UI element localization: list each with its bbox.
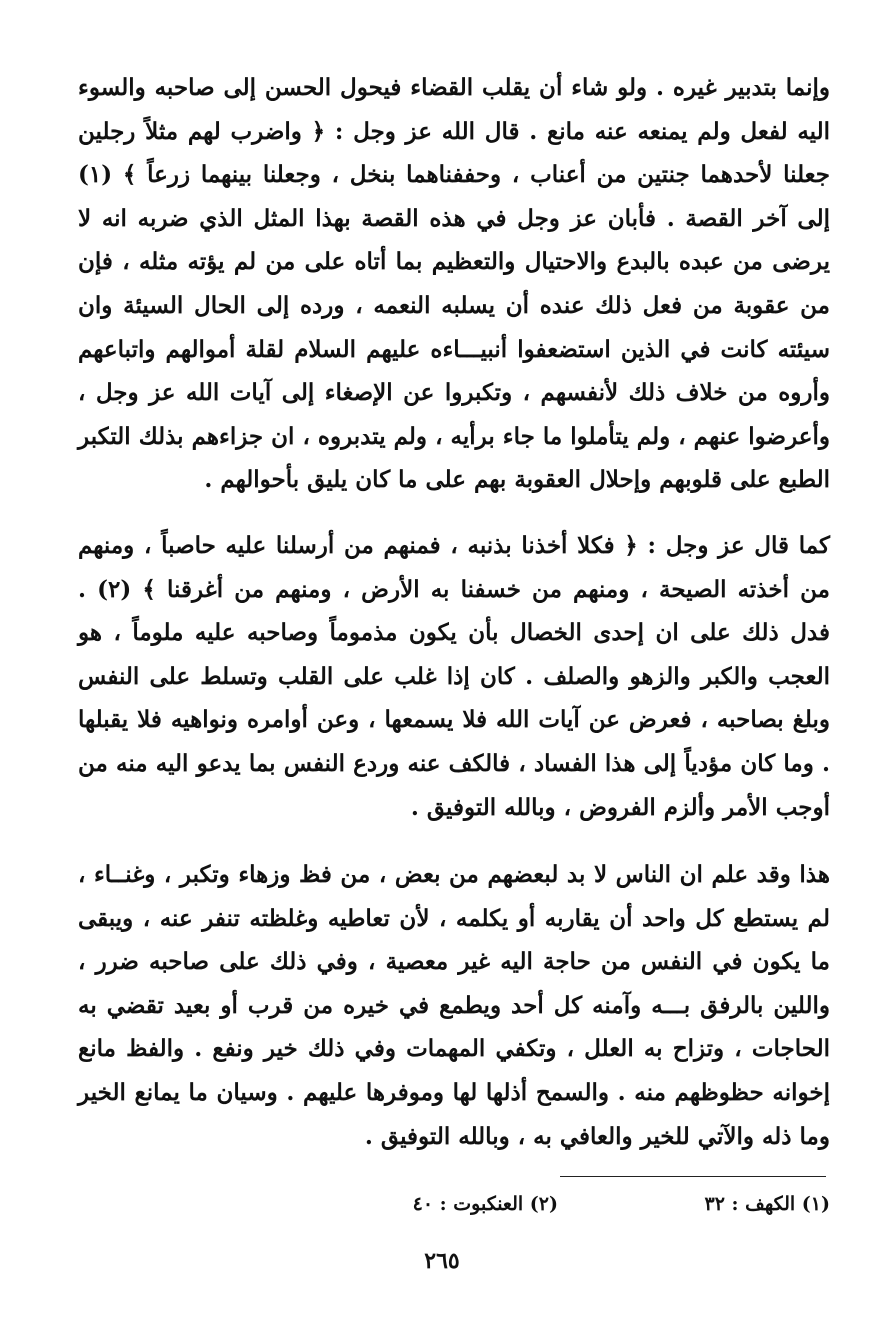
page-number: ٢٦٥ bbox=[424, 1248, 460, 1274]
paragraph-1: وإنما بتدبير غيره . ولو شاء أن يقلب القضاء فيحول الحسن إلى صاحبه والسوء اليه لفعل ولم يمنعه عنه مانع . قال الله عز وجل : ﴿ واضرب لهم مثلاً رجلين جعلنا لأحدهما جنتين من أعناب ، وحففناهما بنخل ، وجعلنا بينهما زرعاً ﴾ (١) إلى آخر القصة . فأبان عز وجل في هذه القصة بهذا المثل الذي ضربه انه لا يرضى من عبده بالبدع والاحتيال والتعظيم بما أتاه على من لم يؤته مثله ، فإن من عقوبة من فعل ذلك عنده أن يسلبه النعمه ، ورده إلى الحال السيئة وان سيئته كانت في الذين استضعفوا أنبيـــاءه عليهم السلام لقلة أموالهم واتباعهم وأروه من خلاف ذلك لأنفسهم ، وتكبروا عن الإصغاء إلى آيات الله عز وجل ، وأعرضوا عنهم ، ولم يتأملوا ما جاء برأيه ، ولم يتدبروه ، ان جزاءهم بذلك التكبر الطبع على قلوبهم وإحلال العقوبة بهم على ما كان يليق بأحوالهم . bbox=[78, 74, 831, 494]
footnote-separator bbox=[560, 1176, 826, 1177]
paragraph-3: هذا وقد علم ان الناس لا بد لبعضهم من بعض ، من فظ وزهاء وتكبر ، وغنــاء ، لم يستطع كل واحد أن يقاربه أو يكلمه ، لأن تعاطيه وغلظته تنفر عنه ، ويبقى ما يكون في النفس من حاجة اليه غير معصية ، وفي ذلك على صاحبه ضرر ، واللين بالرفق بـــه وآمنه كل أحد ويطمع في خيره من قرب أو بعيد تقضي به الحاجات ، وتزاح به العلل ، وتكفي المهمات وفي ذلك خير ونفع . والفظ مانع إخوانه حظوظهم منه . والسمح أذلها لها وموفرها عليهم . وسيان ما يمانع الخير وما ذله والآتي للخير والعافي به ، وبالله التوفيق . bbox=[78, 861, 830, 1150]
footnote-2: (٢) العنكبوت : ٤٠ bbox=[412, 1193, 558, 1215]
body-text bbox=[78, 66, 830, 1158]
footnote-1: (١) الكهف : ٣٢ bbox=[704, 1193, 830, 1215]
paragraph-2: كما قال عز وجل : ﴿ فكلا أخذنا بذنبه ، فمنهم من أرسلنا عليه حاصباً ، ومنهم من أخذته الصيحة ، ومنهم من خسفنا به الأرض ، ومنهم من أغرقنا ﴾ (٢) . فدل ذلك على ان إحدى الخصال بأن يكون مذموماً وصاحبه عليه ملوماً ، هو العجب والكبر والزهو والصلف . كان إذا غلب على القلب وتسلط على النفس وبلغ بصاحبه ، فعرض عن آيات الله فلا يسمعها ، وعن أوامره ونواهيه فلا يقبلها . وما كان مؤدياً إلى هذا الفساد ، فالكف عنه وردع النفس بما يدعو اليه منه من أوجب الأمر وألزم الفروض ، وبالله التوفيق . bbox=[78, 531, 830, 821]
